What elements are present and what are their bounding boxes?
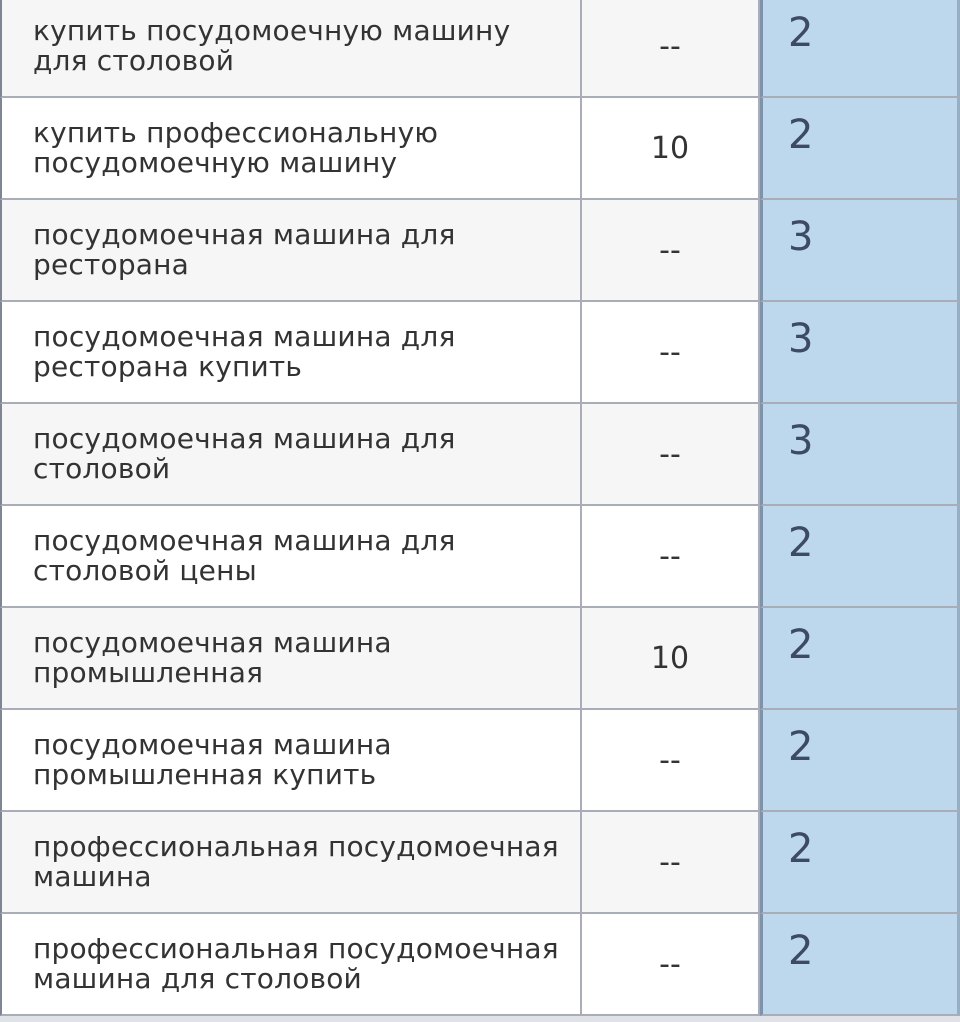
frequency-cell: -- — [582, 0, 760, 98]
table-row[interactable] — [0, 302, 960, 404]
table-row[interactable] — [0, 812, 960, 914]
position-cell: 2 — [760, 506, 960, 608]
frequency-cell: -- — [582, 302, 760, 404]
table-row[interactable] — [0, 404, 960, 506]
table-bottom-edge — [0, 1016, 960, 1022]
position-cell: 2 — [760, 0, 960, 98]
table-row[interactable] — [0, 98, 960, 200]
table-row[interactable] — [0, 914, 960, 1016]
frequency-cell: -- — [582, 812, 760, 914]
keyword-cell: посудомоечная машина для ресторана купить — [0, 302, 582, 404]
position-cell: 3 — [760, 302, 960, 404]
position-cell: 2 — [760, 608, 960, 710]
frequency-cell: -- — [582, 404, 760, 506]
table-row[interactable] — [0, 710, 960, 812]
keyword-cell: профессиональная посудомоечная машина для столовой — [0, 914, 582, 1016]
frequency-cell: 10 — [582, 98, 760, 200]
position-cell: 2 — [760, 98, 960, 200]
table-row[interactable] — [0, 608, 960, 710]
keyword-cell: купить посудомоечную машину для столовой — [0, 0, 582, 98]
table-row[interactable] — [0, 0, 960, 98]
frequency-cell: -- — [582, 914, 760, 1016]
keyword-cell: купить профессиональную посудомоечную машину — [0, 98, 582, 200]
position-cell: 3 — [760, 200, 960, 302]
position-cell: 3 — [760, 404, 960, 506]
frequency-cell: -- — [582, 506, 760, 608]
table-row[interactable] — [0, 200, 960, 302]
keyword-cell: посудомоечная машина для столовой цены — [0, 506, 582, 608]
keyword-cell: посудомоечная машина для столовой — [0, 404, 582, 506]
table-row[interactable] — [0, 506, 960, 608]
frequency-cell: -- — [582, 710, 760, 812]
keyword-cell: профессиональная посудомоечная машина — [0, 812, 582, 914]
keyword-cell: посудомоечная машина промышленная купить — [0, 710, 582, 812]
position-cell: 2 — [760, 710, 960, 812]
keyword-cell: посудомоечная машина промышленная — [0, 608, 582, 710]
position-cell: 2 — [760, 812, 960, 914]
keyword-cell: посудомоечная машина для ресторана — [0, 200, 582, 302]
position-cell: 2 — [760, 914, 960, 1016]
frequency-cell: 10 — [582, 608, 760, 710]
frequency-cell: -- — [582, 200, 760, 302]
